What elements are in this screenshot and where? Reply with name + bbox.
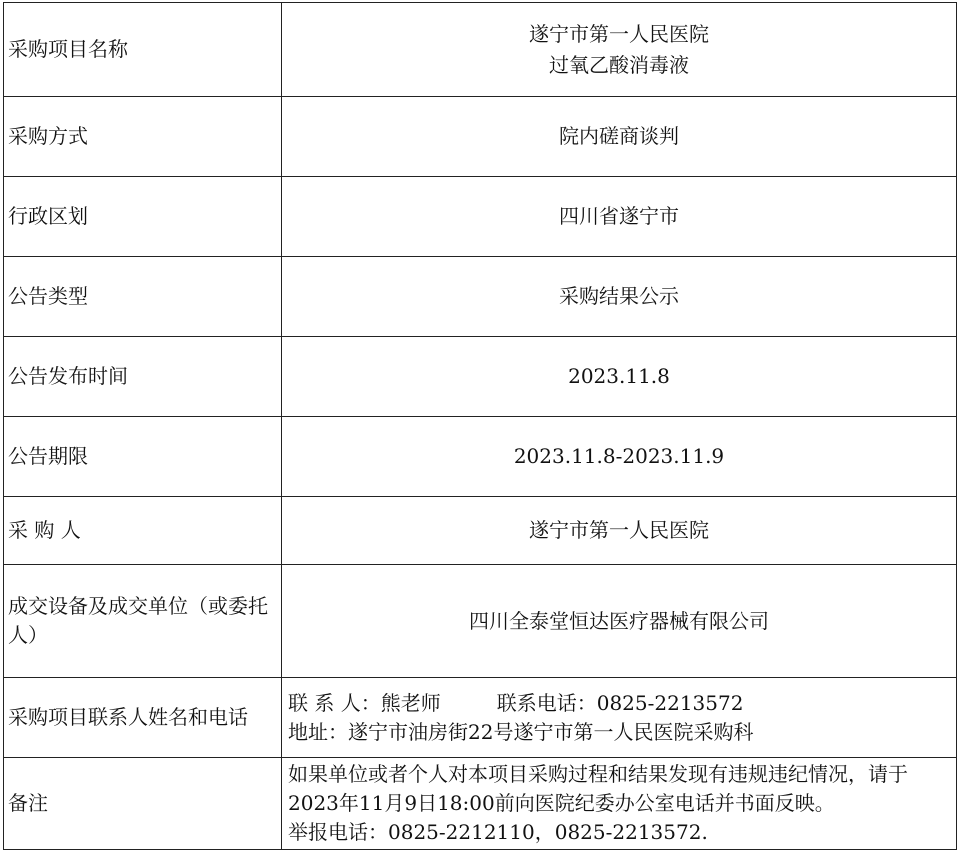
contact-cell [282, 678, 957, 758]
table-row [4, 565, 957, 678]
table-row [4, 177, 957, 257]
row-label: 公告类型 [4, 257, 282, 337]
row-value: 院内磋商谈判 [282, 97, 957, 177]
contact-person: 联 系 人：熊老师 [288, 690, 441, 715]
table-row [4, 417, 957, 497]
remarks-cell [282, 758, 957, 850]
row-value: 采购结果公示 [282, 257, 957, 337]
project-name-line-2: 过氧乙酸消毒液 [549, 52, 689, 77]
table-row [4, 758, 957, 850]
project-name-cell [282, 3, 957, 97]
report-phone: 举报电话：0825-2212110，0825-2213572. [288, 820, 708, 844]
row-value: 四川省遂宁市 [282, 177, 957, 257]
contact-phone: 联系电话：0825-2213572 [496, 690, 744, 715]
row-label: 采购项目联系人姓名和电话 [4, 678, 282, 758]
row-label: 采购项目名称 [4, 3, 282, 97]
table-row [4, 337, 957, 417]
row-value: 2023.11.8-2023.11.9 [282, 417, 957, 497]
table-row [4, 257, 957, 337]
row-label: 行政区划 [4, 177, 282, 257]
contact-address: 地址：遂宁市油房街22号遂宁市第一人民医院采购科 [288, 719, 754, 744]
table-row [4, 3, 957, 97]
table-row [4, 97, 957, 177]
row-label: 采购方式 [4, 97, 282, 177]
row-value: 遂宁市第一人民医院 [282, 497, 957, 565]
table-row [4, 497, 957, 565]
row-value: 2023.11.8 [282, 337, 957, 417]
contact-line [288, 689, 952, 718]
row-label: 成交设备及成交单位（或委托人） [4, 565, 282, 678]
remarks-text: 如果单位或者个人对本项目采购过程和结果发现有违规违纪情况，请于2023年11月9日18:00前向医院纪委办公室电话并书面反映。 [288, 762, 908, 815]
row-label: 备注 [4, 758, 282, 850]
table-row [4, 678, 957, 758]
row-value: 四川全泰堂恒达医疗器械有限公司 [282, 565, 957, 678]
procurement-notice-table [3, 2, 957, 850]
row-label: 公告期限 [4, 417, 282, 497]
row-label: 公告发布时间 [4, 337, 282, 417]
project-name-line-1: 遂宁市第一人民医院 [529, 21, 709, 46]
row-label: 采 购 人 [4, 497, 282, 565]
